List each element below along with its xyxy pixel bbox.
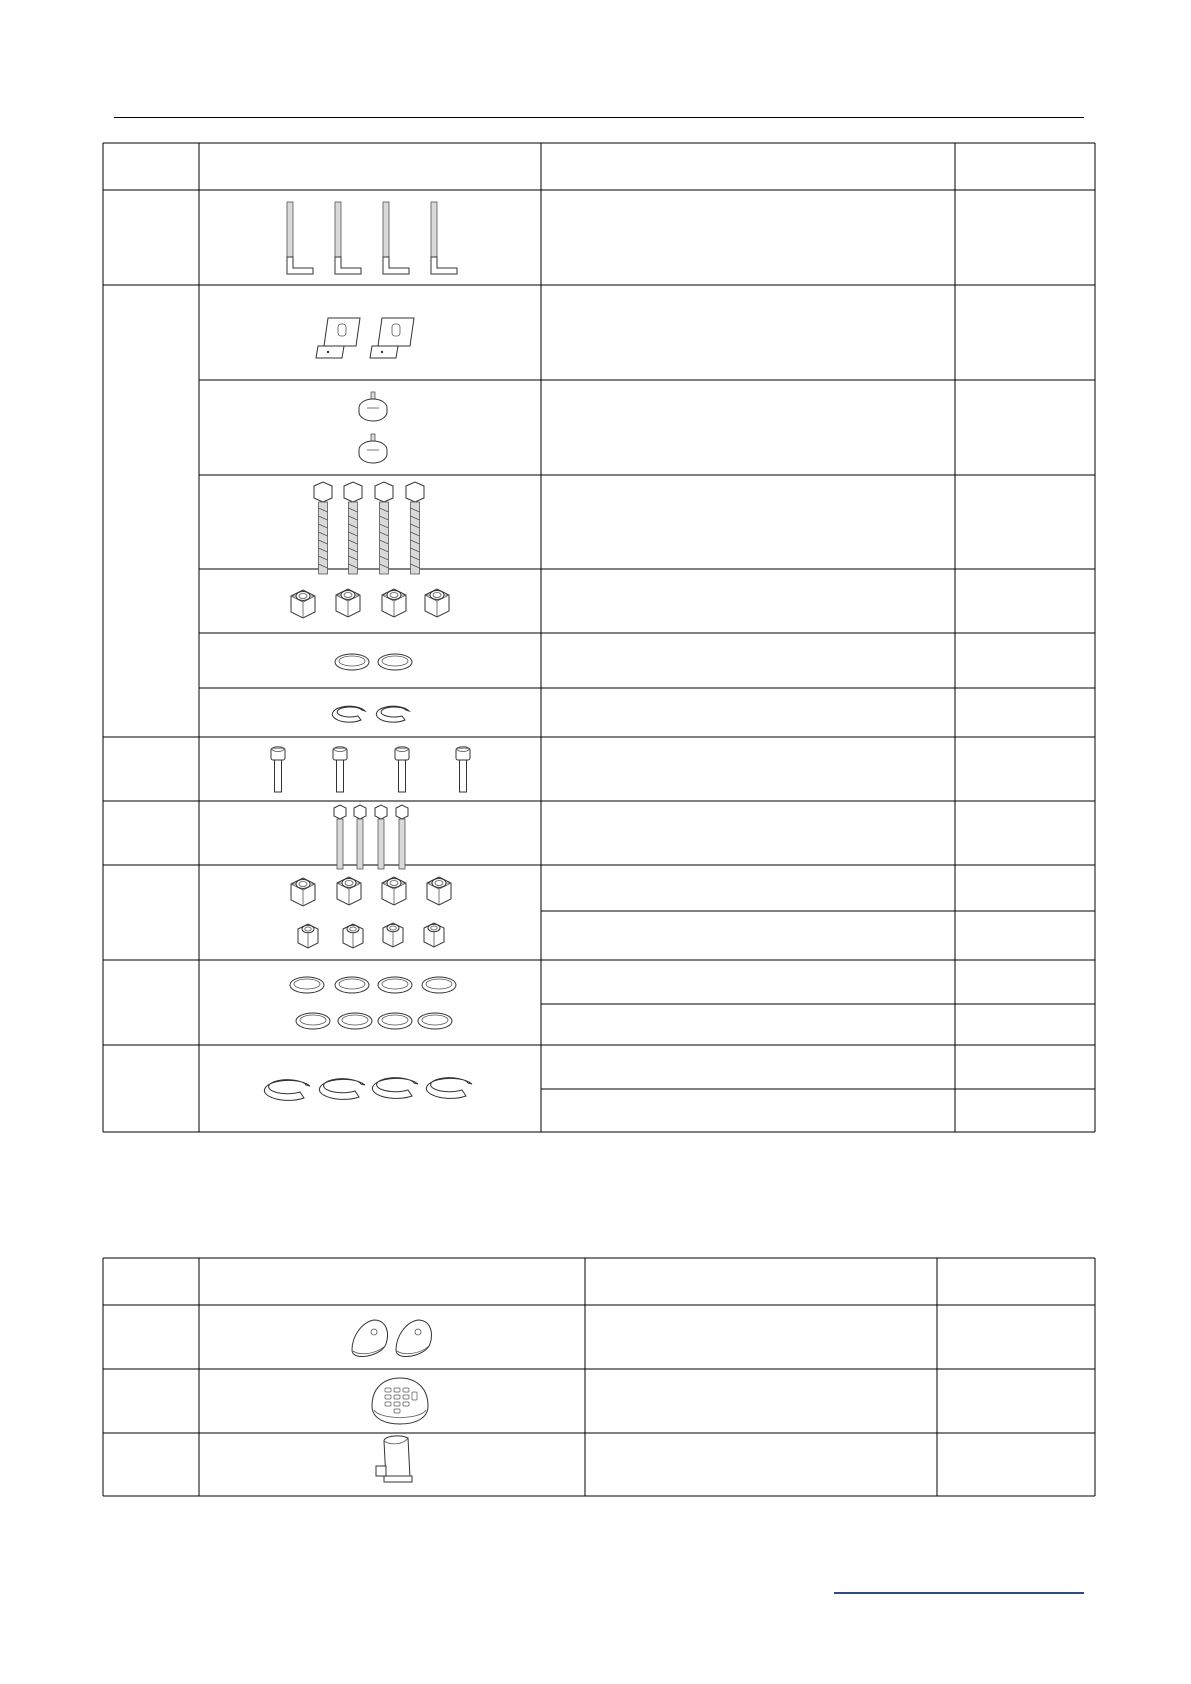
hex-nut-icon [291,877,451,948]
keypad-icon [372,1378,428,1424]
threaded-bolt-icon [334,805,408,869]
knob-screw-icon [359,392,387,463]
socket-cap-screw-icon [271,747,470,793]
spring-washer-icon [332,706,409,722]
parts-table [103,143,1095,1132]
remote-fob-icon [352,1320,432,1357]
flat-washer-icon [335,654,412,670]
spring-washer-icon [264,1078,472,1101]
footer-link-underline[interactable] [834,1592,1084,1594]
accessory-table [103,1258,1095,1496]
hex-bolt-icon [314,482,424,574]
mounting-plate-icon [316,318,414,358]
hex-nut-icon [291,589,449,618]
anchor-bolt-icon [287,202,457,274]
flat-washer-icon [290,977,456,1029]
warning-lamp-icon [376,1436,412,1482]
